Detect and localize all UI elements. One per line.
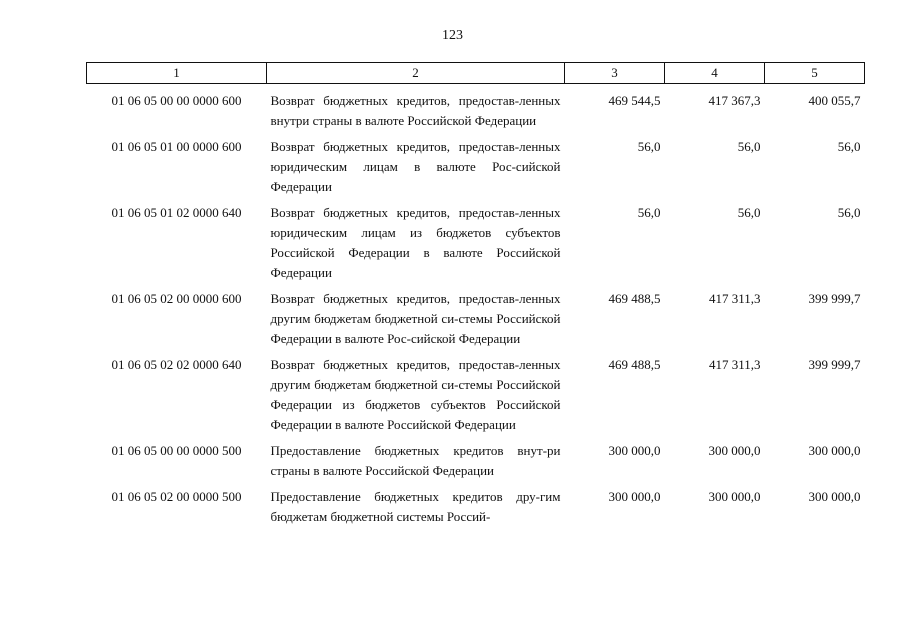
description-cell: Возврат бюджетных кредитов, предостав-ленных юридическим лицам в валюте Рос-сийской Федерации bbox=[270, 139, 561, 194]
description-cell: Возврат бюджетных кредитов, предостав-ленных юридическим лицам из бюджетов субъектов Российской Федерации в валюте Российской Федерации bbox=[270, 205, 561, 280]
column-header-3: 3 bbox=[565, 63, 665, 84]
amount-cell-col3: 56,0 bbox=[637, 205, 661, 220]
budget-code-cell: 01 06 05 00 00 0000 600 bbox=[111, 93, 242, 108]
amount-cell-col5: 300 000,0 bbox=[808, 489, 861, 504]
amount-cell-col3: 300 000,0 bbox=[608, 489, 661, 504]
amount-cell-col4: 56,0 bbox=[737, 205, 761, 220]
budget-code-cell: 01 06 05 02 00 0000 500 bbox=[111, 489, 242, 504]
table-row bbox=[87, 487, 865, 533]
budget-code-cell: 01 06 05 02 00 0000 600 bbox=[111, 291, 242, 306]
amount-cell-col4: 417 311,3 bbox=[708, 291, 761, 306]
page-number: 123 bbox=[442, 28, 463, 43]
amount-cell-col5: 400 055,7 bbox=[808, 93, 861, 108]
amount-cell-col3: 469 488,5 bbox=[608, 291, 661, 306]
amount-cell-col5: 56,0 bbox=[837, 205, 861, 220]
table-header-row bbox=[87, 63, 865, 84]
amount-cell-col5: 56,0 bbox=[837, 139, 861, 154]
column-header-5: 5 bbox=[765, 63, 865, 84]
budget-code-cell: 01 06 05 01 02 0000 640 bbox=[111, 205, 242, 220]
amount-cell-col3: 56,0 bbox=[637, 139, 661, 154]
amount-cell-col3: 469 544,5 bbox=[608, 93, 661, 108]
table-row bbox=[87, 203, 865, 289]
description-cell: Предоставление бюджетных кредитов дру-гим бюджетам бюджетной системы Россий- bbox=[270, 489, 561, 524]
amount-cell-col3: 469 488,5 bbox=[608, 357, 661, 372]
amount-cell-col5: 300 000,0 bbox=[808, 443, 861, 458]
description-cell: Возврат бюджетных кредитов, предостав-ленных другим бюджетам бюджетной си-стемы Российской Федерации из бюджетов субъектов Российской Федерации в валюте Российской Федерации bbox=[270, 357, 561, 432]
amount-cell-col5: 399 999,7 bbox=[808, 357, 861, 372]
amount-cell-col4: 300 000,0 bbox=[708, 489, 761, 504]
amount-cell-col4: 417 367,3 bbox=[708, 93, 761, 108]
amount-cell-col4: 56,0 bbox=[737, 139, 761, 154]
description-cell: Возврат бюджетных кредитов, предостав-ленных внутри страны в валюте Российской Федерации bbox=[270, 93, 561, 128]
description-cell: Предоставление бюджетных кредитов внут-ри страны в валюте Российской Федерации bbox=[270, 443, 561, 478]
description-cell: Возврат бюджетных кредитов, предостав-ленных другим бюджетам бюджетной си-стемы Российской Федерации в валюте Рос-сийской Федерации bbox=[270, 291, 561, 346]
column-header-1: 1 bbox=[87, 63, 267, 84]
table-row bbox=[87, 84, 865, 138]
budget-code-cell: 01 06 05 02 02 0000 640 bbox=[111, 357, 242, 372]
column-header-4: 4 bbox=[665, 63, 765, 84]
column-header-2: 2 bbox=[267, 63, 565, 84]
amount-cell-col4: 417 311,3 bbox=[708, 357, 761, 372]
amount-cell-col4: 300 000,0 bbox=[708, 443, 761, 458]
table-row bbox=[87, 137, 865, 203]
amount-cell-col3: 300 000,0 bbox=[608, 443, 661, 458]
budget-code-cell: 01 06 05 01 00 0000 600 bbox=[111, 139, 242, 154]
amount-cell-col5: 399 999,7 bbox=[808, 291, 861, 306]
table-row bbox=[87, 355, 865, 441]
table-row bbox=[87, 289, 865, 355]
table-row bbox=[87, 441, 865, 487]
budget-code-cell: 01 06 05 00 00 0000 500 bbox=[111, 443, 242, 458]
budget-sources-table bbox=[86, 62, 865, 533]
